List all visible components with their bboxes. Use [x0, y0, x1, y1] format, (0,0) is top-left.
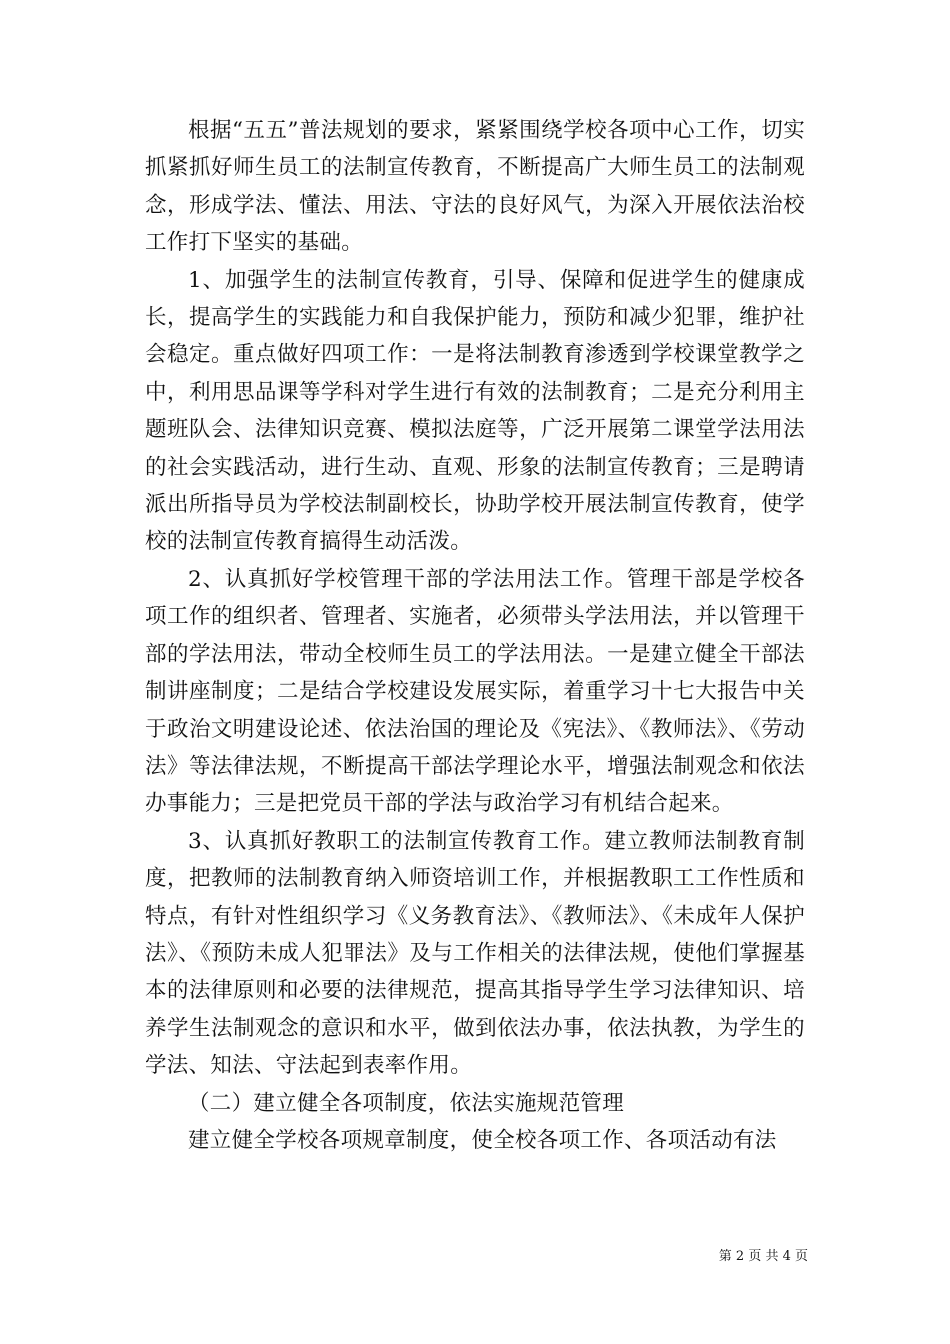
- document-body: [145, 112, 805, 1159]
- paragraph-item-1: 1、加强学生的法制宣传教育，引导、保障和促进学生的健康成长，提高学生的实践能力和自我保护能力，预防和减少犯罪，维护社会稳定。重点做好四项工作：一是将法制教育渗透到学校课堂教学之中，利用思品课等学科对学生进行有效的法制教育；二是充分利用主题班队会、法律知识竞赛、模拟法庭等，广泛开展第二课堂学法用法的社会实践活动，进行生动、直观、形象的法制宣传教育；三是聘请派出所指导员为学校法制副校长，协助学校开展法制宣传教育，使学校的法制宣传教育搞得生动活泼。: [145, 267, 805, 555]
- paragraph-last: 建立健全学校各项规章制度，使全校各项工作、各项活动有法: [188, 1127, 777, 1153]
- section-heading: （二）建立健全各项制度，依法实施规范管理: [188, 1090, 625, 1116]
- paragraph-item-3: 3、认真抓好教职工的法制宣传教育工作。建立教师法制教育制度，把教师的法制教育纳入师资培训工作，并根据教职工工作性质和特点，有针对性组织学习《义务教育法》、《教师法》、《未成年人保护法》、《预防未成人犯罪法》及与工作相关的法律法规，使他们掌握基本的法律原则和必要的法律规范，提高其指导学生学习法律知识、培养学生法制观念的意识和水平，做到依法办事，依法执教，为学生的学法、知法、守法起到表率作用。: [145, 828, 805, 1079]
- page-number-footer: 第 2 页 共 4 页: [718, 1249, 808, 1264]
- paragraph-item-2: 2、认真抓好学校管理干部的学法用法工作。管理干部是学校各项工作的组织者、管理者、实施者，必须带头学法用法，并以管理干部的学法用法，带动全校师生员工的学法用法。一是建立健全干部法制讲座制度；二是结合学校建设发展实际，着重学习十七大报告中关于政治文明建设论述、依法治国的理论及《宪法》、《教师法》、《劳动法》等法律法规，不断提高干部法学理论水平，增强法制观念和依法办事能力；三是把党员干部的学法与政治学习有机结合起来。: [145, 566, 805, 817]
- paragraph-intro: 根据“五五”普法规划的要求，紧紧围绕学校各项中心工作，切实抓紧抓好师生员工的法制宣传教育，不断提高广大师生员工的法制观念，形成学法、懂法、用法、守法的良好风气，为深入开展依法治校工作打下坚实的基础。: [145, 118, 805, 256]
